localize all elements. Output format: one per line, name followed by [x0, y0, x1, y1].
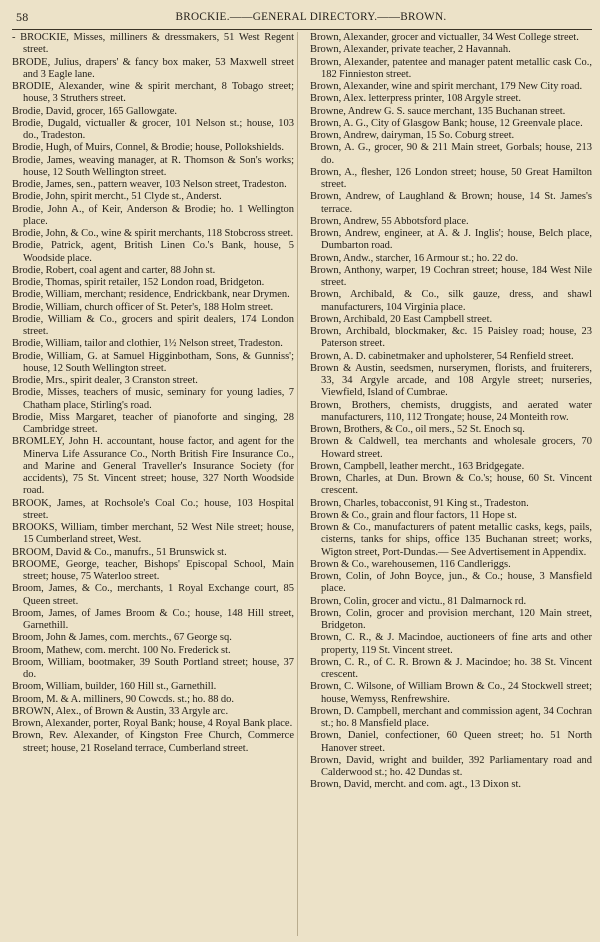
directory-entry: Brodie, William, tailor and clothier, 1½ Nelson street, Tradeston.: [12, 338, 283, 350]
directory-entry: Brown, Colin, of John Boyce, jun., & Co.; house, 3 Mansfield place.: [310, 571, 592, 595]
directory-entry: Brown, Colin, grocer and victu., 81 Dalmarnock rd.: [310, 595, 527, 607]
header-rule: [12, 29, 592, 30]
directory-entry: Brown, A. G., City of Glasgow Bank; house, 12 Greenvale place.: [310, 117, 583, 129]
directory-entry: Brown, Daniel, confectioner, 60 Queen street; ho. 51 North Hanover street.: [310, 730, 592, 754]
directory-entry: Brown, Alexander, porter, Royal Bank; house, 4 Royal Bank place.: [12, 718, 293, 729]
directory-entry: Brodie, Hugh, of Muirs, Connel, & Brodie; house, Pollokshields.: [12, 142, 284, 154]
directory-entry: Brodie, William, G. at Samuel Higginbotham, Sons, & Gunniss'; house, 12 South Wellington street.: [12, 350, 294, 374]
directory-entry: Brodie, John, & Co., wine & spirit merchants, 118 Stobcross street.: [12, 228, 294, 239]
directory-entry: Brown, Charles, at Dun. Brown & Co.'s; house, 60 St. Vincent crescent.: [310, 473, 592, 497]
directory-entry: Brown, A., flesher, 126 London street; house, 50 Great Hamilton street.: [310, 166, 592, 190]
directory-entry: Brodie, Miss Margaret, teacher of pianoforte and singing, 28 Cambridge street.: [12, 411, 294, 435]
directory-entry: Brodie, William, merchant; residence, Endrickbank, near Drymen.: [12, 289, 290, 301]
directory-entry: Brown, A. G., grocer, 90 & 211 Main street, Gorbals; house, 213 do.: [310, 142, 592, 166]
directory-entry: Broom, M. & A. milliners, 90 Cowcds. st.; ho. 88 do.: [12, 693, 235, 705]
directory-entry: Broom, William, bootmaker, 39 South Portland street; house, 37 do.: [12, 656, 294, 680]
directory-entry: Brodie, Thomas, spirit retailer, 152 London road, Bridgeton.: [12, 277, 265, 288]
directory-entry: Brown, Andw., starcher, 16 Armour st.; ho. 22 do.: [310, 252, 519, 264]
directory-entry: BROWN, Alex., of Brown & Austin, 33 Argyle arc.: [12, 705, 229, 717]
left-column: [12, 32, 298, 936]
directory-entry: Brodie, James, sen., pattern weaver, 103 Nelson street, Tradeston.: [12, 179, 287, 190]
directory-entry: Brodie, Robert, coal agent and carter, 88 John st.: [12, 264, 216, 276]
directory-entry: Brodie, William & Co., grocers and spirit dealers, 174 London street.: [12, 313, 294, 337]
directory-entry: Brodie, Mrs., spirit dealer, 3 Cranston street.: [12, 375, 198, 386]
directory-entry: Brown, A. D. cabinetmaker and upholsterer, 54 Renfield street.: [310, 350, 574, 362]
directory-entry: Broom, James, of James Broom & Co.; house, 148 Hill street, Garnethill.: [12, 607, 294, 631]
directory-entry: Brown, Andrew, dairyman, 15 So. Coburg street.: [310, 130, 515, 141]
directory-entry: Brown, Alexander, wine and spirit merchant, 179 New City road.: [310, 81, 583, 92]
directory-entry: Brown, Anthony, warper, 19 Cochran street; house, 184 West Nile street.: [310, 264, 592, 288]
directory-entry: Brown, Alexander, grocer and victualler, 34 West College street.: [310, 32, 579, 43]
directory-entry: BRODE, Julius, drapers' & fancy box maker, 53 Maxwell street and 3 Eagle lane.: [12, 56, 294, 80]
directory-entry: Brown, Campbell, leather mercht., 163 Bridgegate.: [310, 460, 525, 472]
directory-entry: BROMLEY, John H. accountant, house factor, and agent for the Minerva Life Assurance Co., North British Fire Insurance Co., and Marine and General Traveller's Insurance Society (for accidents), 75 St. Vincent street; house, 327 North Woodside road.: [12, 436, 294, 497]
directory-entry: Brown, Alexander, patentee and manager patent metallic cask Co., 182 Finnieston street.: [310, 56, 592, 80]
directory-entry: Brodie, James, weaving manager, at R. Thomson & Son's works; house, 12 South Wellington street.: [12, 154, 294, 178]
directory-entry: Brown, Alexander, private teacher, 2 Havannah.: [310, 44, 511, 56]
directory-entry: Brown, Charles, tobacconist, 91 King st., Tradeston.: [310, 497, 529, 509]
directory-entry: BROOM, David & Co., manufrs., 51 Brunswick st.: [12, 546, 227, 558]
directory-entry: Browne, Andrew G. S. sauce merchant, 135 Buchanan street.: [310, 105, 566, 117]
directory-entry: Brown, C. Wilsone, of William Brown & Co., 24 Stockwell street; house, Wemyss, Renfrewshire.: [310, 681, 592, 705]
directory-entry: Brodie, John, spirit mercht., 51 Clyde st., Anderst.: [12, 191, 222, 203]
directory-entry: Brown & Co., grain and flour factors, 11 Hope st.: [310, 509, 517, 521]
directory-entry: Brown, Brothers, & Co., oil mers., 52 St. Enoch sq.: [310, 424, 525, 435]
directory-entry: Brown, C. R., of C. R. Brown & J. Macindoe; ho. 38 St. Vincent crescent.: [310, 656, 592, 680]
directory-entry: Brown, Archibald, blockmaker, &c. 15 Paisley road; house, 23 Paterson street.: [310, 326, 592, 350]
directory-entry: Brown & Co., warehousemen, 116 Candleriggs.: [310, 558, 511, 570]
directory-entry: Broom, Mathew, com. mercht. 100 No. Frederick st.: [12, 644, 231, 656]
directory-entry: Brodie, Patrick, agent, British Linen Co.'s Bank, house, 5 Woodside place.: [12, 240, 294, 264]
directory-entry: Brown, Colin, grocer and provision merchant, 120 Main street, Bridgeton.: [310, 607, 592, 631]
directory-entry: Brodie, Misses, teachers of music, seminary for young ladies, 7 Chatham place, Stirling's road.: [12, 387, 294, 411]
directory-entry: BROOK, James, at Rochsole's Coal Co.; house, 103 Hospital street.: [12, 497, 294, 521]
directory-entry: BRODIE, Alexander, wine & spirit merchant, 8 Tobago street; house, 3 Struthers street.: [12, 81, 294, 105]
directory-entry: Broom, William, builder, 160 Hill st., Garnethill.: [12, 681, 217, 693]
directory-entry: Brodie, Dugald, victualler & grocer, 101 Nelson st.; house, 103 do., Tradeston.: [12, 117, 294, 141]
directory-entry: Broom, James, & Co., merchants, 1 Royal Exchange court, 85 Queen street.: [12, 583, 294, 607]
directory-entry: Brown, Andrew, 55 Abbotsford place.: [310, 215, 469, 227]
directory-entry: Brown, Archibald, & Co., silk gauze, dress, and shawl manufacturers, 104 Virginia place.: [310, 289, 592, 313]
directory-entry: Brodie, David, grocer, 165 Gallowgate.: [12, 105, 177, 117]
directory-entry: Brown, Brothers, chemists, druggists, and aerated water manufacturers, 110, 112 Trongate; house, 24 Monteith row.: [310, 399, 592, 423]
directory-entry: Brown, David, mercht. and com. agt., 13 Dixon st.: [310, 779, 521, 791]
directory-entry: Brown, Rev. Alexander, of Kingston Free Church, Commerce street; house, 21 Roseland terrace, Cumberland street.: [12, 730, 294, 754]
directory-entry: Brown, C. R., & J. Macindoe, auctioneers of fine arts and other property, 119 St. Vincent street.: [310, 632, 592, 656]
page-header: [12, 6, 592, 28]
directory-entry: Broom, John & James, com. merchts., 67 George sq.: [12, 632, 232, 644]
running-title: BROCKIE.——GENERAL DIRECTORY.——BROWN.: [175, 11, 447, 23]
directory-entry: Brown & Austin, seedsmen, nurserymen, florists, and fruiterers, 33, 34 Argyle arcade, and 108 Argyle street; nurseries, Viewfield, Island of Cumbrae.: [310, 362, 592, 399]
directory-entry: Brown, Archibald, 20 East Campbell street.: [310, 313, 493, 325]
directory-entry: - BROCKIE, Misses, milliners & dressmakers, 51 West Regent street.: [12, 32, 294, 56]
directory-columns: [12, 32, 592, 936]
directory-entry: Brown & Co., manufacturers of patent metallic casks, kegs, pails, cisterns, tanks for ships, office 135 Buchanan street; works, Wigton street, Port-Dundas.— See Advertisement in Appendix.: [310, 522, 592, 558]
directory-entry: Brown, D. Campbell, merchant and commission agent, 34 Cochran st.; ho. 8 Mansfield place.: [310, 705, 592, 729]
page-number: 58: [16, 10, 29, 24]
directory-entry: Brown, David, wright and builder, 392 Parliamentary road and Calderwood st.; ho. 42 Dundas st.: [310, 754, 592, 778]
directory-entry: Brodie, John A., of Keir, Anderson & Brodie; ho. 1 Wellington place.: [12, 203, 294, 227]
directory-entry: Brown, Alex. letterpress printer, 108 Argyle street.: [310, 93, 522, 105]
directory-entry: BROOKS, William, timber merchant, 52 West Nile street; house, 15 Cumberland street, West.: [12, 522, 294, 546]
directory-entry: Brown, Andrew, of Laughland & Brown; house, 14 St. James's terrace.: [310, 191, 592, 215]
right-column: [304, 32, 592, 936]
directory-entry: Brodie, William, church officer of St. Peter's, 188 Holm street.: [12, 301, 274, 313]
directory-entry: BROOME, George, teacher, Bishops' Episcopal School, Main street; house, 75 Waterloo street.: [12, 558, 294, 582]
directory-entry: Brown & Caldwell, tea merchants and wholesale grocers, 70 Howard street.: [310, 436, 592, 460]
directory-entry: Brown, Andrew, engineer, at A. & J. Inglis'; house, Belch place, Dumbarton road.: [310, 228, 592, 252]
